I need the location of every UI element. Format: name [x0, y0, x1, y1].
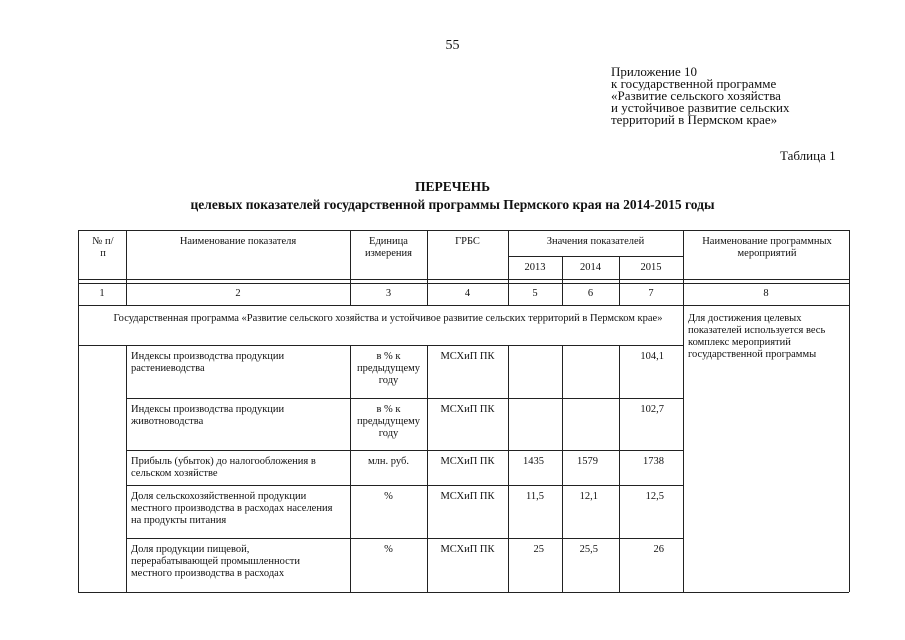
- indicator-unit: в % к предыдущему году: [356, 351, 421, 386]
- value-2014: 1579: [577, 456, 598, 467]
- table-line: [126, 398, 683, 399]
- column-number: 6: [587, 288, 594, 299]
- column-number: 8: [763, 288, 769, 299]
- appendix-line: Приложение 10: [611, 64, 698, 79]
- table-line: [78, 345, 683, 346]
- table-border-bottom: [78, 592, 849, 593]
- value-2015: 1738: [643, 456, 664, 467]
- indicator-unit: %: [384, 491, 393, 502]
- value-2013: 1435: [523, 456, 544, 467]
- header-values: Значения показателей: [546, 236, 645, 247]
- indicator-name: Доля сельскохозяйственной продукции местного производства в расходах населения на продукты питания: [131, 491, 333, 526]
- table-border-top: [78, 230, 849, 231]
- document-title: ПЕРЕЧЕНЬ: [414, 179, 491, 194]
- indicator-grbs: МСХиП ПК: [440, 456, 495, 467]
- column-number: 5: [532, 288, 538, 299]
- appendix-line: «Развитие сельского хозяйства: [611, 88, 781, 103]
- column-number: 3: [385, 288, 392, 299]
- table-line: [350, 345, 351, 592]
- header-year-2014: 2014: [580, 262, 601, 273]
- column-number: 4: [464, 288, 471, 299]
- indicator-name: Доля продукции пищевой, перерабатывающей промышленности местного производства в расходах: [131, 544, 301, 579]
- indicator-grbs: МСХиП ПК: [440, 491, 495, 502]
- measures-text: Для достижения целевых показателей используется весь комплекс мероприятий государственной программы: [688, 313, 826, 360]
- header-unit: Единица измерения: [365, 236, 412, 259]
- table-label: Таблица 1: [780, 148, 836, 163]
- indicator-grbs: МСХиП ПК: [440, 404, 495, 415]
- header-num: № п/п: [92, 236, 114, 259]
- header-measures: Наименование программных мероприятий: [702, 236, 832, 259]
- indicator-name: Индексы производства продукции растениеводства: [131, 351, 285, 374]
- indicator-unit: млн. руб.: [368, 456, 409, 467]
- table-line: [126, 450, 683, 451]
- appendix-note: [611, 66, 789, 126]
- value-2013: 11,5: [526, 491, 544, 502]
- indicator-grbs: МСХиП ПК: [440, 351, 495, 362]
- indicator-name: Индексы производства продукции животноводства: [131, 404, 285, 427]
- column-number: 2: [235, 288, 241, 299]
- indicator-unit: %: [384, 544, 393, 555]
- table-line: [508, 256, 683, 257]
- document-subtitle: целевых показателей государственной программы Пермского края на 2014-2015 годы: [190, 197, 715, 212]
- program-name: Государственная программа «Развитие сельского хозяйства и устойчивое развитие сельских территорий в Пермском крае»: [113, 313, 663, 324]
- table-line: [126, 485, 683, 486]
- table-line: [126, 345, 127, 592]
- value-2013: 25: [533, 544, 544, 555]
- column-number: 7: [648, 288, 654, 299]
- value-2015: 102,7: [640, 404, 664, 415]
- value-2014: 12,1: [579, 491, 598, 502]
- value-2015: 26: [653, 544, 664, 555]
- table-line: [683, 230, 684, 592]
- indicator-grbs: МСХиП ПК: [440, 544, 495, 555]
- appendix-line: территорий в Пермском крае»: [611, 112, 778, 127]
- table-border-left: [78, 230, 79, 592]
- value-2015: 12,5: [645, 491, 664, 502]
- table-border-right: [849, 230, 850, 592]
- header-grbs: ГРБС: [455, 236, 480, 247]
- appendix-line: и устойчивое развитие сельских: [611, 100, 790, 115]
- column-number: 1: [99, 288, 105, 299]
- value-2015: 104,1: [640, 351, 664, 362]
- page-number: 55: [445, 38, 460, 53]
- header-year-2015: 2015: [640, 262, 662, 273]
- header-year-2013: 2013: [524, 262, 546, 273]
- header-name: Наименование показателя: [179, 236, 297, 247]
- table-line: [78, 305, 849, 306]
- value-2014: 25,5: [579, 544, 598, 555]
- indicator-unit: в % к предыдущему году: [356, 404, 421, 439]
- table-line: [78, 283, 849, 284]
- table-line: [126, 538, 683, 539]
- appendix-line: к государственной программе: [611, 76, 777, 91]
- table-line: [78, 279, 849, 280]
- indicator-name: Прибыль (убыток) до налогообложения в сельском хозяйстве: [131, 456, 316, 479]
